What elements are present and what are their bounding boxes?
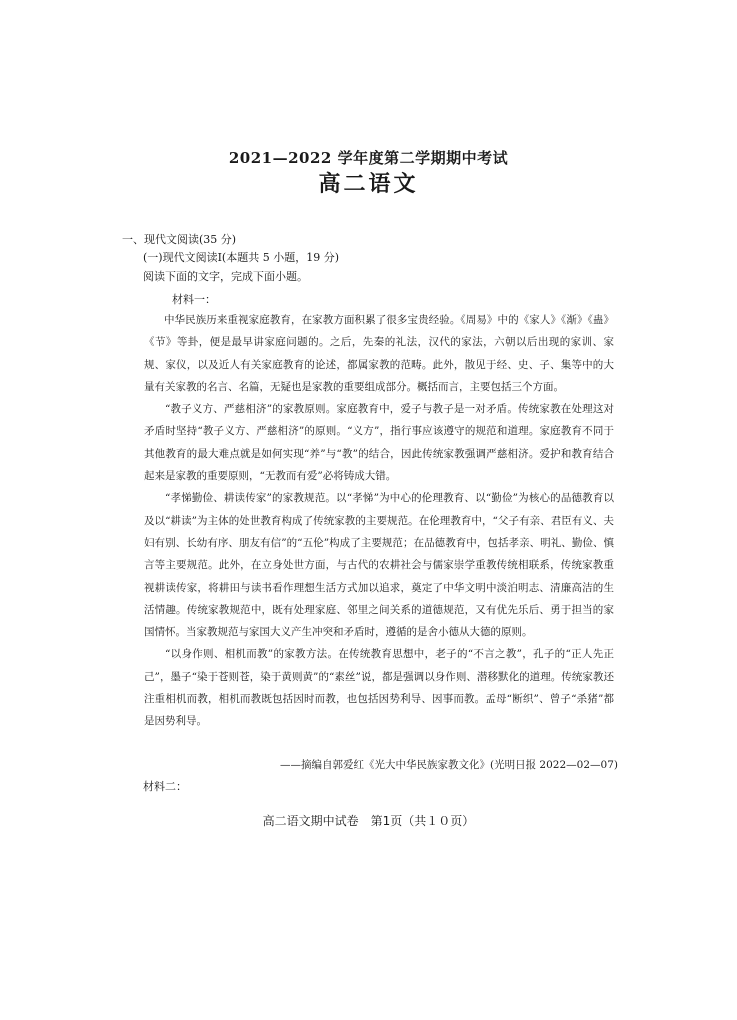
reading-instruction: 阅读下面的文字，完成下面小题。 [143,270,308,283]
subject-title: 高二语文 [318,171,419,197]
paragraph: “孝悌勤俭、耕读传家”的家教规范。以“孝悌”为中心的伦理教育、以“勤俭”为核心的品德教育以及以“耕读”为主体的处世教育构成了传统家教的主要规范。在伦理教育中，“父子有亲、君臣有义、夫妇有别、长幼有序、朋友有信”的“五伦”构成了主要规范；在品德教育中，包括孝亲、明礼、勤俭、慎言等主要规范。此外，在立身处世方面，与古代的农耕社会与儒家崇学重教传统相联系，传统家教重视耕读传家，将耕田与读书看作理想生活方式加以追求，奠定了中华文明中淡泊明志、清廉高洁的生活情趣。传统家教规范中，既有处理家庭、邻里之间关系的道德规范，又有优先乐后、勇于担当的家国情怀。当家教规范与家国大义产生冲突和矛盾时，遵循的是舍小德从大德的原则。 [144,492,614,639]
paragraph: “教子义方、严慈相济”的家教原则。家庭教育中，爱子与教子是一对矛盾。传统家教在处理这对矛盾时坚持“教子义方、严慈相济”的原则。“义方”，指行事应该遵守的规范和道理。家庭教育不同于其他教育的最大难点就是如何实现“养”与“教”的结合，因此传统家教强调严慈相济。爱护和教育结合起来是家教的重要原则，“无教而有爱”必将铸成大错。 [144,403,614,483]
paragraph: “以身作则、相机而教”的家教方法。在传统教育思想中，老子的“不言之教”，孔子的“正人先正己”，墨子“染于苍则苍，染于黄则黄”的“素丝”说，都是强调以身作则、潜移默化的道理。传统家教还注重相机而教，相机而教既包括因时而教，也包括因势利导、因事而教。孟母“断织”、曾子“杀猪”都是因势利导。 [144,648,614,728]
page-footer: 高二语文期中试卷 第1页（共１０页） [262,814,475,828]
exam-title: 2021—2022 学年度第二学期期中考试 [228,149,509,167]
material-one-label: 材料一： [172,293,216,306]
subsection-heading: (一)现代文阅读Ⅰ(本题共 5 小题，19 分) [143,251,339,264]
paragraph: 中华民族历来重视家庭教育，在家教方面积累了很多宝贵经验。《周易》中的《家人》《渐》《蛊》《节》等卦，便是最早讲家庭问题的。之后，先秦的礼法，汉代的家法，六朝以后出现的家训、家规、家仪，以及近人有关家庭教育的论述，都属家教的范畴。此外，散见于经、史、子、集等中的大量有关家教的名言、名篇，无疑也是家教的重要组成部分。概括而言，主要包括三个方面。 [144,314,614,393]
material-two-label: 材料二： [143,780,187,793]
material-one-text [144,309,614,733]
section-heading: 一、现代文阅读(35 分) [122,233,237,246]
source-citation: ——摘编自郭爱红《光大中华民族家教文化》(光明日报 2022—02—07) [280,759,618,771]
